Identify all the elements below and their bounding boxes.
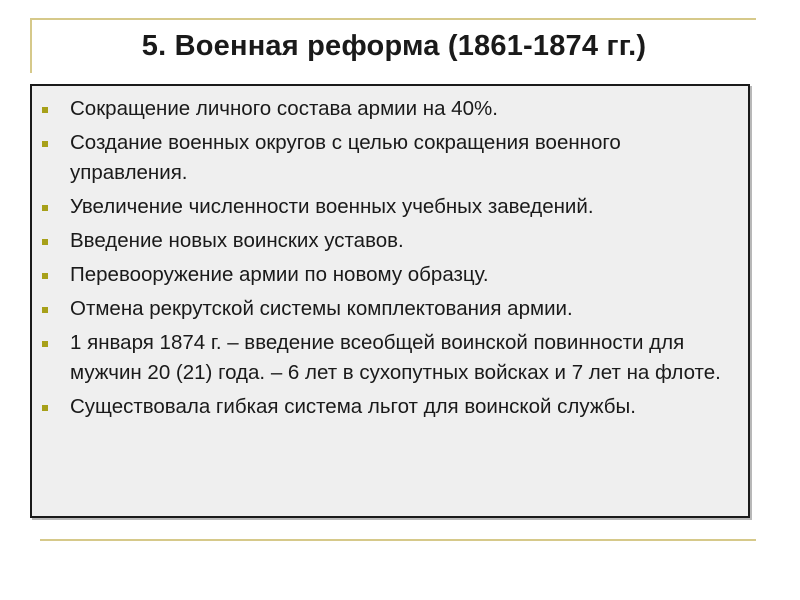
list-item-text: Отмена рекрутской системы комплектования армии.	[70, 297, 573, 320]
list-item	[32, 328, 748, 388]
title-accent-vertical-line	[30, 18, 32, 73]
list-item	[32, 392, 748, 422]
list-item-text: Сокращение личного состава армии на 40%.	[70, 97, 498, 120]
footer-accent-line	[40, 539, 756, 541]
square-bullet-icon	[42, 307, 48, 313]
square-bullet-icon	[42, 405, 48, 411]
list-item-text: 1 января 1874 г. – введение всеобщей воинской повинности для мужчин 20 (21) года. – 6 лет в сухопутных войсках и 7 лет на флоте.	[70, 331, 721, 384]
list-item	[32, 94, 748, 124]
bullet-list	[32, 94, 748, 426]
slide-title: 5. Военная реформа (1861-1874 гг.)	[141, 30, 647, 62]
square-bullet-icon	[42, 205, 48, 211]
list-item-text: Существовала гибкая система льгот для воинской службы.	[70, 395, 636, 418]
list-item-text: Введение новых воинских уставов.	[70, 229, 404, 252]
square-bullet-icon	[42, 273, 48, 279]
list-item	[32, 294, 748, 324]
list-item-text: Увеличение численности военных учебных заведений.	[70, 195, 594, 218]
content-box	[30, 84, 750, 518]
list-item-text: Перевооружение армии по новому образцу.	[70, 263, 489, 286]
square-bullet-icon	[42, 239, 48, 245]
list-item	[32, 128, 748, 188]
list-item	[32, 260, 748, 290]
square-bullet-icon	[42, 107, 48, 113]
title-accent-horizontal-line	[30, 18, 756, 20]
square-bullet-icon	[42, 141, 48, 147]
list-item	[32, 226, 748, 256]
list-item	[32, 192, 748, 222]
square-bullet-icon	[42, 341, 48, 347]
list-item-text: Создание военных округов с целью сокращения военного управления.	[70, 131, 621, 184]
